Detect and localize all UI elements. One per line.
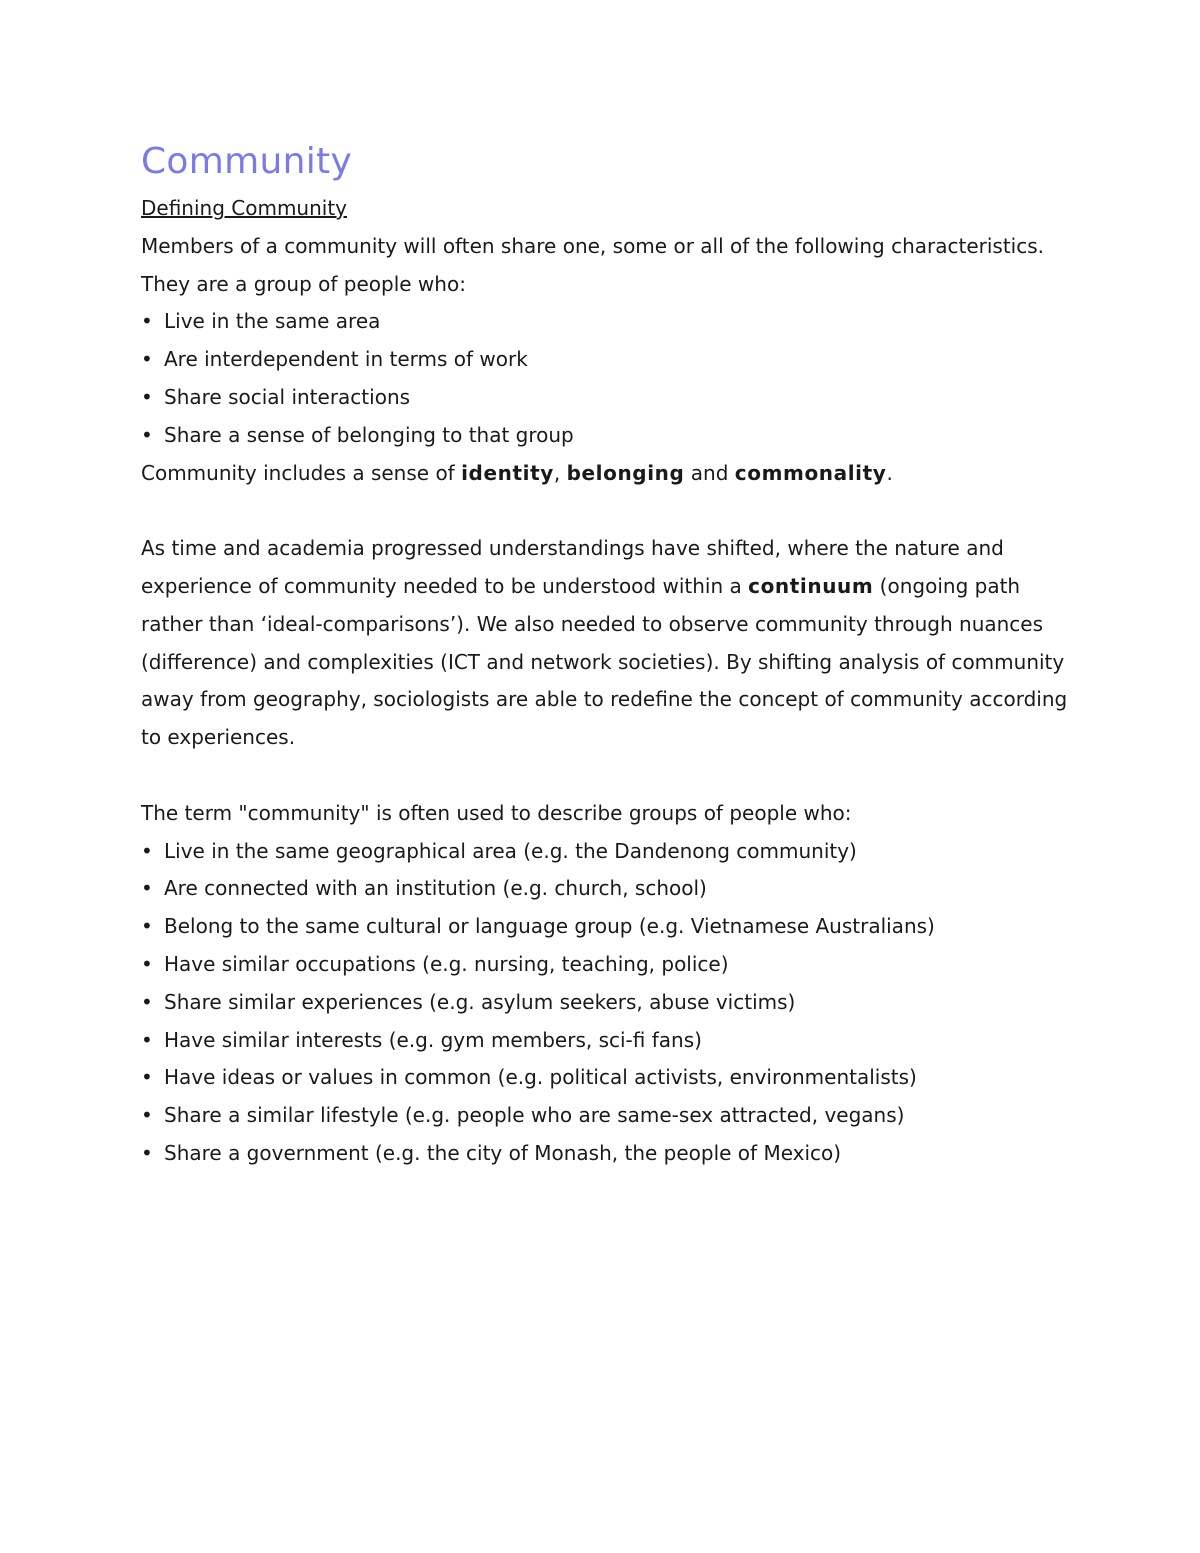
list-item: • Share a similar lifestyle (e.g. people who are same-sex attracted, vegans) bbox=[141, 1097, 1071, 1135]
bullet-icon: • bbox=[141, 989, 153, 1014]
bullet-icon: • bbox=[141, 838, 153, 863]
bullet-icon: • bbox=[141, 1140, 153, 1165]
list-item: • Share a government (e.g. the city of Monash, the people of Mexico) bbox=[141, 1135, 1071, 1173]
list-item: • Have ideas or values in common (e.g. political activists, environmentalists) bbox=[141, 1059, 1071, 1097]
community-includes-sentence: Community includes a sense of identity, belonging and commonality. bbox=[141, 460, 893, 485]
document-body bbox=[141, 138, 1071, 1173]
list-item: • Share a sense of belonging to that group bbox=[141, 417, 1071, 455]
bullet-icon: • bbox=[141, 876, 153, 901]
bullet-icon: • bbox=[141, 422, 153, 447]
paragraph-spacer bbox=[141, 492, 1071, 530]
characteristics-list bbox=[141, 303, 1071, 454]
bullet-icon: • bbox=[141, 347, 153, 372]
list-item: • Are connected with an institution (e.g. church, school) bbox=[141, 870, 1071, 908]
list-item: • Are interdependent in terms of work bbox=[141, 341, 1071, 379]
term-belonging: belonging bbox=[566, 460, 685, 485]
list-item: • Live in the same area bbox=[141, 303, 1071, 341]
term-usage-intro: The term "community" is often used to describe groups of people who: bbox=[141, 800, 852, 825]
bullet-icon: • bbox=[141, 1103, 153, 1128]
bullet-icon: • bbox=[141, 914, 153, 939]
list-item: • Share social interactions bbox=[141, 379, 1071, 417]
list-item: • Have similar interests (e.g. gym members, sci-fi fans) bbox=[141, 1022, 1071, 1060]
list-item: • Share similar experiences (e.g. asylum seekers, abuse victims) bbox=[141, 984, 1071, 1022]
bullet-icon: • bbox=[141, 951, 153, 976]
list-item: • Have similar occupations (e.g. nursing, teaching, police) bbox=[141, 946, 1071, 984]
section-subheading: Defining Community bbox=[141, 196, 348, 220]
bullet-icon: • bbox=[141, 1065, 153, 1090]
bullet-icon: • bbox=[141, 384, 153, 409]
term-commonality: commonality bbox=[734, 460, 887, 485]
bullet-icon: • bbox=[141, 1027, 153, 1052]
term-continuum: continuum bbox=[748, 573, 874, 598]
list-item: • Belong to the same cultural or language group (e.g. Vietnamese Australians) bbox=[141, 908, 1071, 946]
community-groups-list bbox=[141, 833, 1071, 1173]
continuum-paragraph: As time and academia progressed understandings have shifted, where the nature and experience of community needed to be understood within a continuum (ongoing path rather than ‘ideal-comparisons’). We also needed to observe community through nuances (difference) and complexities (ICT and network societies). By shifting analysis of community away from geography, sociologists are able to redefine the concept of community according to experiences. bbox=[141, 536, 1068, 750]
intro-paragraph: Members of a community will often share one, some or all of the following characteristics. They are a group of people who: bbox=[141, 233, 1044, 296]
list-item: • Live in the same geographical area (e.g. the Dandenong community) bbox=[141, 833, 1071, 871]
paragraph-spacer bbox=[141, 757, 1071, 795]
bullet-icon: • bbox=[141, 309, 153, 334]
term-identity: identity bbox=[461, 460, 554, 485]
page-title: Community bbox=[141, 141, 353, 182]
